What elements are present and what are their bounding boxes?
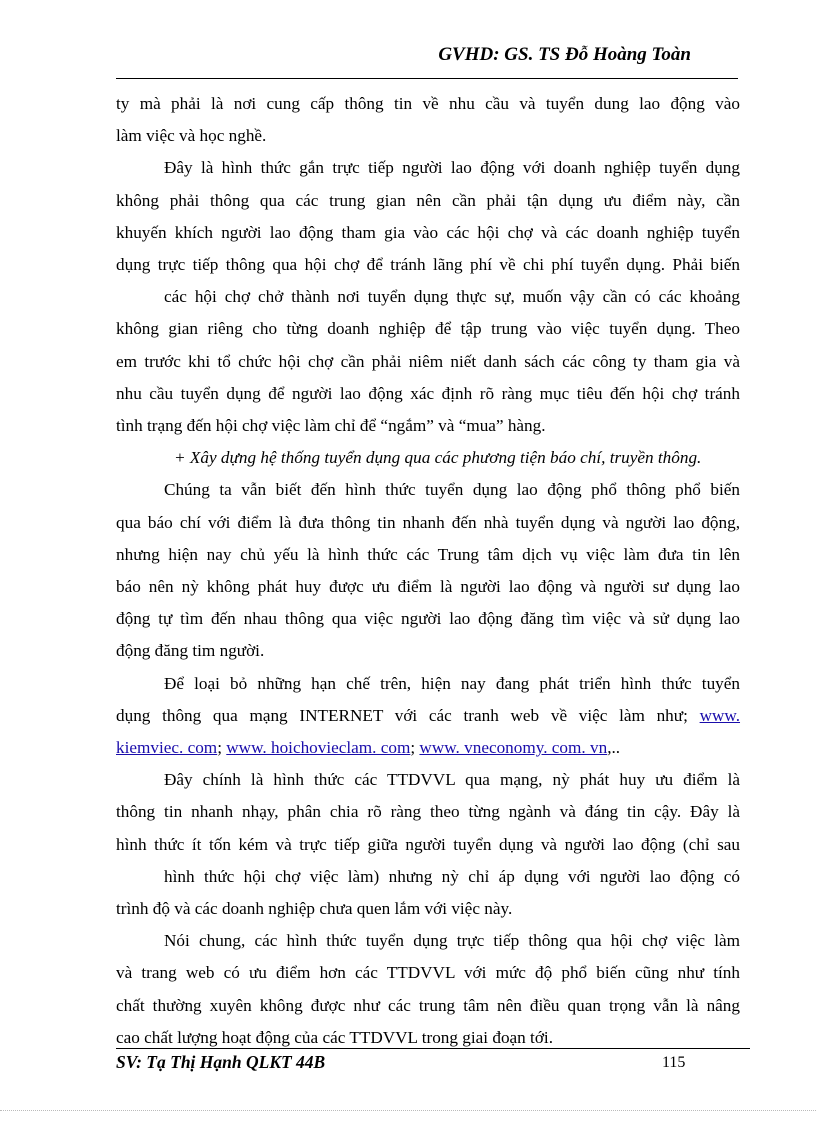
link-separator: ; [217,738,222,758]
text-line: Đây là hình thức gắn trực tiếp người lao động với doanh nghiệp tuyển dụng [164,158,740,178]
text-line: cao chất lượng hoạt động của các TTDVVL trong giai đoạn tới. [116,1027,553,1047]
text-line: khuyến khích người lao động tham gia vào các hội chợ và các doanh nghiệp tuyển [116,222,740,242]
header-rule [116,78,738,79]
page-edge-dots [0,1110,816,1111]
text-line: báo nên nỳ không phát huy được ưu điểm là người lao động và người sư dụng lao [116,577,740,597]
text-line: nhưng hiện nay chủ yếu là hình thức các Trung tâm dịch vụ việc làm đưa tin lên [116,544,740,564]
text-line: ty mà phải là nơi cung cấp thông tin về nhu cầu và tuyển dung lao động vào [116,94,740,113]
link-kiemviec-part1[interactable]: www. [699,705,741,725]
link-tail: ,.. [607,738,621,758]
text-line: các hội chợ chở thành nơi tuyển dụng thực sự, muốn vậy cần có các khoảng [164,287,740,307]
footer-student: SV: Tạ Thị Hạnh QLKT 44B [116,1052,326,1072]
link-vneconomy[interactable]: www. vneconomy. com. vn [419,738,608,758]
section-heading: + Xây dựng hệ thống tuyển dụng qua các phương tiện báo chí, truyền thông. [174,448,702,468]
link-separator: ; [410,738,416,758]
text-line-with-link [116,700,740,732]
text-line: em trước khi tổ chức hội chợ cần phải niêm niết danh sách các công ty tham gia và [116,351,740,371]
text-line: không phải thông qua các trung gian nên cần phải tận dụng ưu điểm này, cần [116,190,740,210]
text-line: nhu cầu tuyển dụng để người lao động xác định rõ ràng mục tiêu đến hội chợ tránh [116,383,740,403]
text-line: Để loại bỏ những hạn chế trên, hiện nay đang phát triển hình thức tuyển [164,673,740,693]
link-kiemviec[interactable]: kiemviec. com [116,738,218,758]
text-line: hình thức hội chợ việc làm) nhưng nỳ chỉ áp dụng với người lao động có [164,866,740,886]
text-line: động tự tìm đến nhau thông qua việc người lao động đăng tìm việc và sử dụng lao [116,609,740,629]
text-line: qua báo chí với điểm là đưa thông tin nhanh đến nhà tuyển dụng và người lao động, [116,512,740,532]
text-line: Chúng ta vẫn biết đến hình thức tuyển dụng lao động phổ thông phổ biến [164,480,740,500]
text-line: làm việc và học nghề. [116,126,267,146]
text-line: chất thường xuyên không được như các trung tâm nên điều quan trọng vẫn là nâng [116,995,740,1015]
text-line: Nói chung, các hình thức tuyển dụng trực tiếp thông qua hội chợ việc làm [164,931,740,951]
text-line: dụng trực tiếp thông qua hội chợ để tránh lãng phí về chi phí tuyển dụng. Phải biến [116,255,740,275]
text-fragment: dụng thông qua mạng INTERNET với các tranh web về việc làm như; [116,705,688,725]
text-line: Đây chính là hình thức các TTDVVL qua mạng, nỳ phát huy ưu điểm là [164,770,740,790]
links-line [116,732,740,764]
text-line: không gian riêng cho từng doanh nghiệp để tập trung vào việc tuyển dụng. Theo [116,319,740,339]
text-line: thông tin nhanh nhạy, phân chia rõ ràng theo từng ngành và đáng tin cậy. Đây là [116,802,740,822]
text-line: động đăng tim người. [116,641,265,661]
footer-rule [116,1048,750,1049]
header-advisor: GVHD: GS. TS Đỗ Hoàng Toàn [438,44,691,65]
page-number: 115 [662,1054,686,1071]
text-line: hình thức ít tốn kém và trực tiếp giữa người tuyển dụng và người lao động (chỉ sau [116,834,740,854]
text-line: và trang web có ưu điểm hơn các TTDVVL với mức độ phổ biến cũng như tính [116,963,740,983]
link-hoichovieclam[interactable]: www. hoichovieclam. com [226,738,411,758]
text-line: trình độ và các doanh nghiệp chưa quen lắm với việc này. [116,899,513,919]
text-line: tình trạng đến hội chợ việc làm chỉ để “ngắm” và “mua” hàng. [116,416,546,436]
document-body [116,88,740,1054]
